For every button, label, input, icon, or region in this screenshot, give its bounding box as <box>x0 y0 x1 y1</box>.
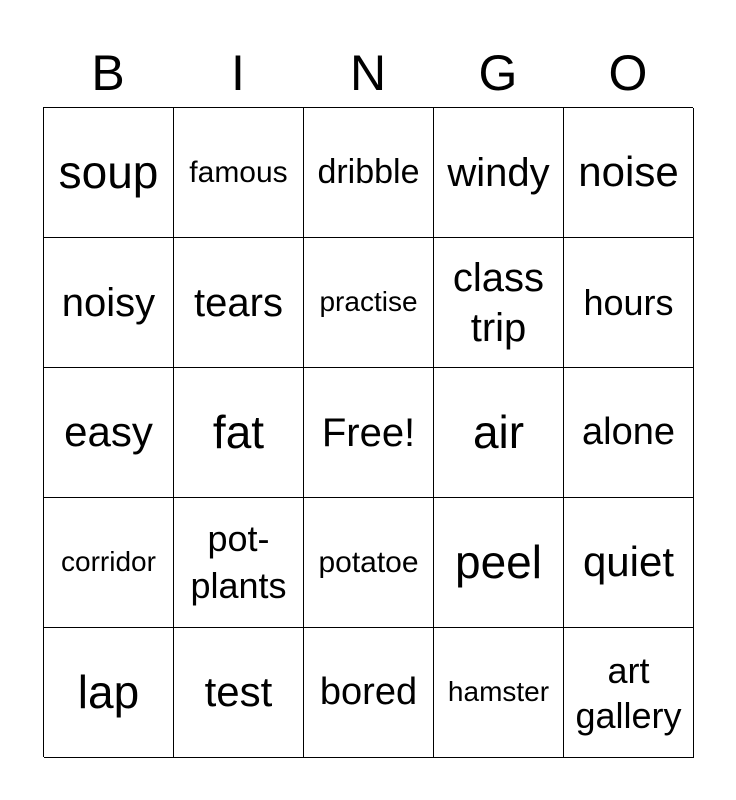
cell-text: potatoe <box>318 546 419 579</box>
bingo-cell[interactable] <box>174 498 304 628</box>
bingo-cell[interactable] <box>434 238 564 368</box>
bingo-cell[interactable] <box>304 108 434 238</box>
cell-text: tears <box>194 280 283 325</box>
cell-text: bored <box>319 670 418 713</box>
cell-text: noise <box>578 148 679 196</box>
header-letter-i: I <box>231 45 245 101</box>
bingo-cell[interactable] <box>174 238 304 368</box>
cell-text: alone <box>582 410 675 453</box>
bingo-cell[interactable] <box>434 108 564 238</box>
cell-text: class trip <box>452 255 545 350</box>
cell-text: test <box>204 668 273 716</box>
cell-text: peel <box>455 536 542 589</box>
bingo-cell[interactable] <box>44 368 174 498</box>
header-letter-o: O <box>608 45 648 101</box>
cell-text: hours <box>583 281 674 323</box>
bingo-cell[interactable] <box>44 628 174 758</box>
bingo-cell[interactable] <box>434 498 564 628</box>
bingo-board <box>43 107 693 757</box>
bingo-header <box>43 40 693 106</box>
bingo-cell[interactable] <box>564 238 694 368</box>
cell-text: noisy <box>61 280 156 325</box>
bingo-cell[interactable] <box>564 498 694 628</box>
bingo-cell[interactable] <box>304 628 434 758</box>
header-letter-b: B <box>91 45 125 101</box>
bingo-cell[interactable] <box>174 108 304 238</box>
cell-text: soup <box>58 146 159 199</box>
bingo-cell[interactable] <box>304 498 434 628</box>
cell-text: practise <box>319 286 418 318</box>
cell-text: hamster <box>447 676 550 708</box>
bingo-cell[interactable] <box>174 368 304 498</box>
cell-text: famous <box>189 156 288 189</box>
cell-text: corridor <box>61 546 156 578</box>
bingo-cell[interactable] <box>564 108 694 238</box>
header-letter-g: G <box>478 45 518 101</box>
cell-text: pot- plants <box>190 517 287 606</box>
cell-text: fat <box>212 406 265 459</box>
bingo-cell[interactable] <box>564 628 694 758</box>
cell-text: easy <box>64 408 153 456</box>
cell-text: dribble <box>317 153 420 192</box>
bingo-cell[interactable] <box>434 628 564 758</box>
bingo-cell[interactable] <box>44 498 174 628</box>
cell-text: windy <box>447 150 550 195</box>
cell-text: art gallery <box>575 649 682 736</box>
bingo-cell[interactable] <box>44 108 174 238</box>
cell-text: quiet <box>582 538 675 586</box>
bingo-cell[interactable] <box>564 368 694 498</box>
header-letter-n: N <box>349 45 387 101</box>
cell-text: Free! <box>321 410 416 455</box>
bingo-cell[interactable] <box>304 238 434 368</box>
cell-text: lap <box>77 666 140 719</box>
bingo-cell[interactable] <box>44 238 174 368</box>
bingo-cell[interactable] <box>174 628 304 758</box>
bingo-cell[interactable] <box>304 368 434 498</box>
bingo-cell[interactable] <box>434 368 564 498</box>
cell-text: air <box>472 406 525 459</box>
